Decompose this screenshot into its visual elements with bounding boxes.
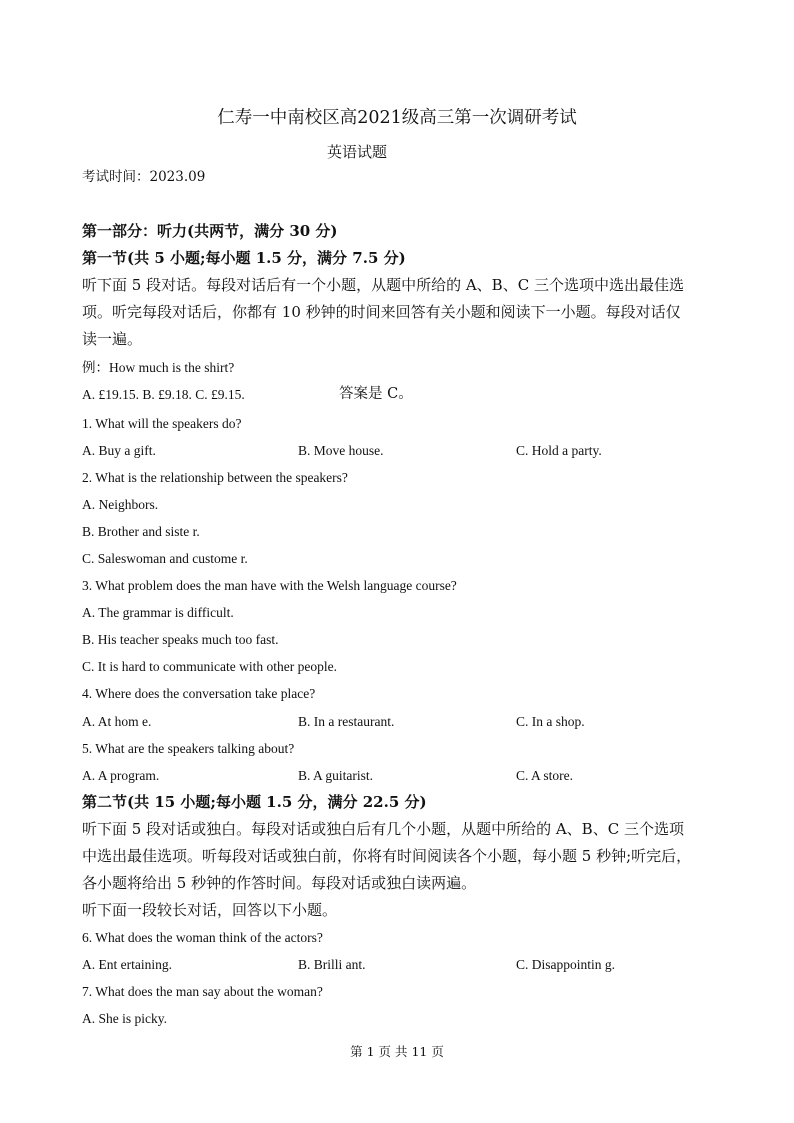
page-footer: 第 1 页 共 11 页	[350, 1044, 444, 1059]
question-2-option-c: C. Saleswoman and custome r.	[82, 551, 248, 566]
question-1-option-c: C. Hold a party.	[516, 443, 602, 458]
question-1-option-a: A. Buy a gift.	[82, 443, 156, 458]
question-3: 3. What problem does the man have with the Welsh language course?	[82, 578, 457, 593]
section2-instruction-line: 听下面 5 段对话或独白。每段对话或独白后有几个小题，从题中所给的 A、B、C 三个选项	[82, 820, 684, 838]
question-1: 1. What will the speakers do?	[82, 416, 242, 431]
section2-instruction-line: 各小题将给出 5 秒钟的作答时间。每段对话或独白读两遍。	[82, 874, 477, 892]
question-6-option-c: C. Disappointin g.	[516, 957, 616, 972]
example-answer: 答案是 C。	[339, 386, 413, 402]
question-6-option-a: A. Ent ertaining.	[82, 957, 172, 972]
question-3-option-b: B. His teacher speaks much too fast.	[82, 632, 279, 647]
question-2-option-a: A. Neighbors.	[82, 497, 159, 512]
question-6: 6. What does the woman think of the actors?	[82, 930, 323, 945]
part1-heading: 第一部分：听力(共两节，满分 30 分)	[82, 222, 338, 240]
exam-title: 仁寿一中南校区高2021级高三第一次调研考试	[217, 108, 577, 128]
question-6-option-b: B. Brilli ant.	[298, 957, 366, 972]
question-4-option-c: C. In a shop.	[516, 714, 585, 729]
section2-instruction-line: 中选出最佳选项。听每段对话或独白前，你将有时间阅读各个小题，每小题 5 秒钟;听完后，	[82, 847, 692, 865]
question-3-option-c: C. It is hard to communicate with other people.	[82, 659, 337, 674]
question-4-option-b: B. In a restaurant.	[298, 714, 395, 729]
section1-heading: 第一节(共 5 小题;每小题 1.5 分，满分 7.5 分)	[82, 249, 406, 267]
example-question: 例：How much is the shirt?	[82, 360, 235, 375]
question-2: 2. What is the relationship between the speakers?	[82, 470, 348, 485]
question-5-option-b: B. A guitarist.	[298, 768, 374, 783]
example-options: A. £19.15. B. £9.18. C. £9.15.	[82, 387, 245, 402]
section2-lead: 听下面一段较长对话，回答以下小题。	[82, 901, 338, 919]
question-4-option-a: A. At hom e.	[82, 714, 152, 729]
question-4: 4. Where does the conversation take place?	[82, 686, 316, 701]
question-2-option-b: B. Brother and siste r.	[82, 524, 200, 539]
exam-subject: 英语试题	[327, 143, 388, 161]
section2-heading: 第二节(共 15 小题;每小题 1.5 分，满分 22.5 分)	[82, 793, 427, 811]
exam-time: 考试时间：2023.09	[82, 169, 206, 185]
question-7-option-a: A. She is picky.	[82, 1011, 167, 1026]
question-5-option-c: C. A store.	[516, 768, 574, 783]
question-1-option-b: B. Move house.	[298, 443, 384, 458]
question-5-option-a: A. A program.	[82, 768, 160, 783]
section1-instruction-line: 读一遍。	[82, 330, 143, 348]
section1-instruction-line: 项。听完每段对话后，你都有 10 秒钟的时间来回答有关小题和阅读下一小题。每段对话仅	[82, 303, 681, 321]
question-3-option-a: A. The grammar is difficult.	[82, 605, 234, 620]
question-5: 5. What are the speakers talking about?	[82, 741, 295, 756]
section1-instruction-line: 听下面 5 段对话。每段对话后有一个小题，从题中所给的 A、B、C 三个选项中选出最佳选	[82, 276, 684, 294]
question-7: 7. What does the man say about the woman?	[82, 984, 323, 999]
